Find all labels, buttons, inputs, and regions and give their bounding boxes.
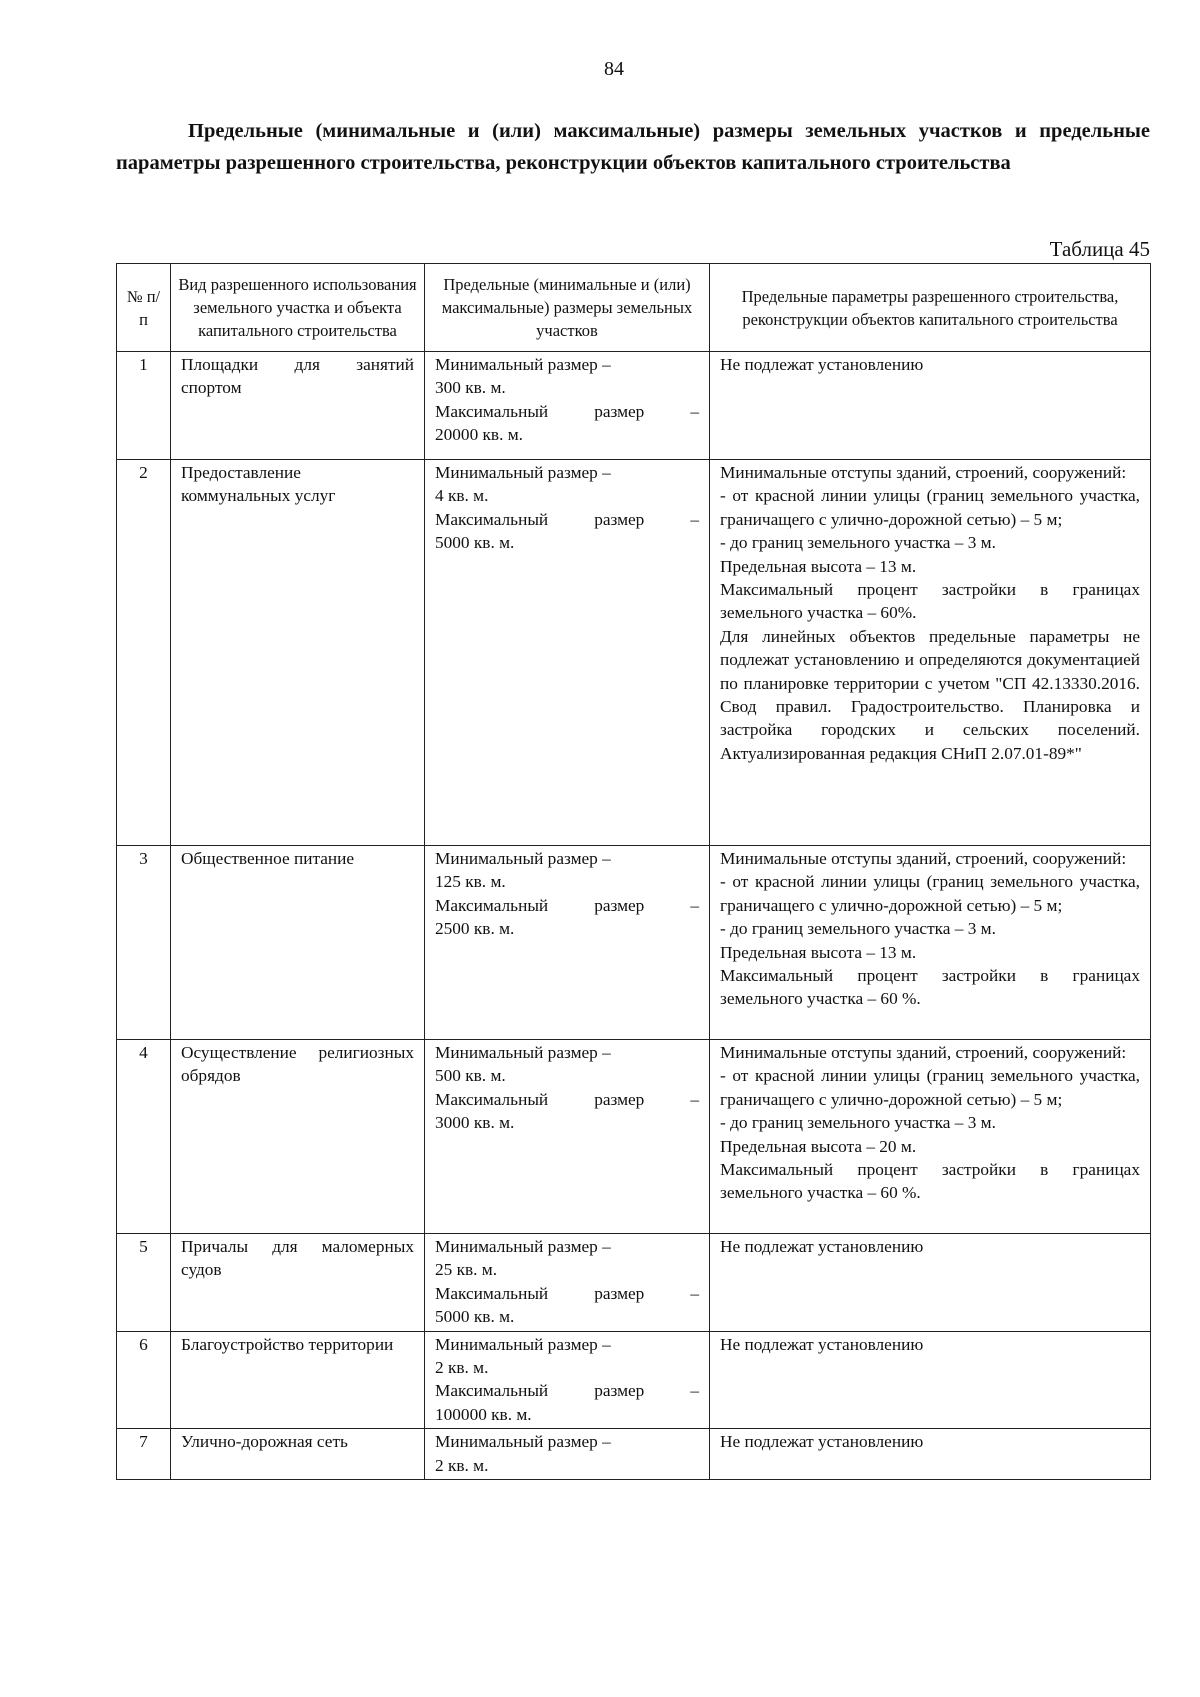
row-number: 4 [117, 1040, 171, 1234]
construction-parameters: Минимальные отступы зданий, строений, сооружений: - от красной линии улицы (границ земельного участка, граничащего с улично-дорожной сетью) – 5 м; - до границ земельного участка – 3 м. Предельная высота – 13 м. Максимальный процент застройки в границах земельного участка – 60 %. [710, 846, 1151, 1040]
max-size-label: Максимальный [435, 895, 549, 915]
table-caption: Таблица 45 [1049, 237, 1150, 261]
min-size-value: 500 кв. м. [435, 1066, 506, 1086]
table-row [117, 460, 1151, 846]
land-use-type: Благоустройство территории [171, 1331, 425, 1429]
table-row [117, 1331, 1151, 1429]
min-size-value: 125 кв. м. [435, 872, 506, 892]
plot-size-limits [425, 846, 710, 1040]
max-size-word: размер [594, 1381, 645, 1401]
min-size-value: 300 кв. м. [435, 378, 506, 398]
max-size-label: Максимальный [435, 1381, 549, 1401]
max-size-dash: – [690, 1381, 699, 1401]
min-size-label: Минимальный размер – [435, 1334, 611, 1354]
max-size-value: 2500 кв. м. [435, 919, 515, 939]
min-size-label: Минимальный размер – [435, 849, 611, 868]
max-size-label-line [435, 400, 699, 423]
min-size-label: Минимальный размер – [435, 1043, 611, 1062]
min-size-value: 2 кв. м. [435, 1455, 489, 1475]
max-size-value: 5000 кв. м. [435, 533, 515, 553]
table-row [117, 1234, 1151, 1332]
min-size-label: Минимальный размер – [435, 1237, 611, 1256]
plot-size-limits [425, 460, 710, 846]
table-body [117, 352, 1151, 1480]
max-size-dash: – [690, 895, 699, 915]
min-size-value: 2 кв. м. [435, 1358, 489, 1378]
row-number: 2 [117, 460, 171, 846]
max-size-label-line [435, 894, 699, 917]
row-number: 6 [117, 1331, 171, 1429]
plot-size-limits [425, 352, 710, 460]
table-row [117, 846, 1151, 1040]
max-size-label-line [435, 1088, 699, 1111]
land-use-type: Общественное питание [171, 846, 425, 1040]
land-use-type: Причалы для маломерных судов [171, 1234, 425, 1332]
header-use: Вид разрешенного использования земельного участка и объекта капитального строительства [171, 264, 425, 352]
max-size-label: Максимальный [435, 509, 549, 529]
max-size-label: Максимальный [435, 1283, 549, 1303]
max-size-word: размер [594, 1089, 645, 1109]
max-size-label: Максимальный [435, 401, 549, 421]
row-number: 1 [117, 352, 171, 460]
row-number: 5 [117, 1234, 171, 1332]
min-size-label: Минимальный размер – [435, 1432, 611, 1452]
plot-size-limits [425, 1234, 710, 1332]
land-use-type: Улично-дорожная сеть [171, 1429, 425, 1480]
row-number: 3 [117, 846, 171, 1040]
construction-parameters: Не подлежат установлению [710, 1234, 1151, 1332]
row-number: 7 [117, 1429, 171, 1480]
max-size-value: 20000 кв. м. [435, 425, 523, 445]
document-heading: Предельные (минимальные и (или) максимальные) размеры земельных участков и предельные параметры разрешенного строительства, реконструкции объектов капитального строительства [116, 120, 1150, 174]
table-row [117, 1040, 1151, 1234]
construction-parameters: Не подлежат установлению [710, 1331, 1151, 1429]
parameters-table [116, 263, 1151, 1480]
header-params: Предельные параметры разрешенного строительства, реконструкции объектов капитального строительства [710, 264, 1151, 352]
max-size-dash: – [690, 1089, 699, 1109]
min-size-label: Минимальный размер – [435, 463, 611, 482]
max-size-word: размер [594, 895, 645, 915]
max-size-value: 100000 кв. м. [435, 1404, 532, 1424]
max-size-label-line [435, 1282, 699, 1305]
max-size-word: размер [594, 1283, 645, 1303]
land-use-type: Осуществление религиозных обрядов [171, 1040, 425, 1234]
min-size-value: 25 кв. м. [435, 1260, 498, 1280]
max-size-word: размер [594, 509, 645, 529]
max-size-dash: – [690, 1283, 699, 1303]
table-header-row [117, 264, 1151, 352]
max-size-dash: – [690, 401, 699, 421]
min-size-label: Минимальный размер – [435, 355, 611, 374]
page-number: 84 [604, 58, 624, 80]
construction-parameters: Не подлежат установлению [710, 1429, 1151, 1480]
plot-size-limits [425, 1331, 710, 1429]
land-use-type: Предоставление коммунальных услуг [171, 460, 425, 846]
construction-parameters: Не подлежат установлению [710, 352, 1151, 460]
max-size-word: размер [594, 401, 645, 421]
table-row [117, 352, 1151, 460]
max-size-value: 5000 кв. м. [435, 1307, 515, 1327]
max-size-value: 3000 кв. м. [435, 1113, 515, 1133]
max-size-dash: – [690, 509, 699, 529]
land-use-type: Площадки для занятий спортом [171, 352, 425, 460]
table-row [117, 1429, 1151, 1480]
min-size-value: 4 кв. м. [435, 486, 489, 506]
max-size-label-line [435, 1379, 699, 1402]
header-size: Предельные (минимальные и (или) максимальные) размеры земельных участков [425, 264, 710, 352]
plot-size-limits [425, 1429, 710, 1480]
max-size-label-line [435, 508, 699, 531]
plot-size-limits [425, 1040, 710, 1234]
construction-parameters: Минимальные отступы зданий, строений, сооружений: - от красной линии улицы (границ земельного участка, граничащего с улично-дорожной сетью) – 5 м; - до границ земельного участка – 3 м. Предельная высота – 20 м. Максимальный процент застройки в границах земельного участка – 60 %. [710, 1040, 1151, 1234]
header-num: № п/п [117, 264, 171, 352]
construction-parameters: Минимальные отступы зданий, строений, сооружений: - от красной линии улицы (границ земельного участка, граничащего с улично-дорожной сетью) – 5 м; - до границ земельного участка – 3 м. Предельная высота – 13 м. Максимальный процент застройки в границах земельного участка – 60%. Для линейных объектов предельные параметры не подлежат установлению и определяются документацией по планировке территории с учетом "СП 42.13330.2016. Свод правил. Градостроительство. Планировка и застройка городских и сельских поселений. Актуализированная редакция СНиП 2.07.01-89*" [710, 460, 1151, 846]
max-size-label: Максимальный [435, 1089, 549, 1109]
